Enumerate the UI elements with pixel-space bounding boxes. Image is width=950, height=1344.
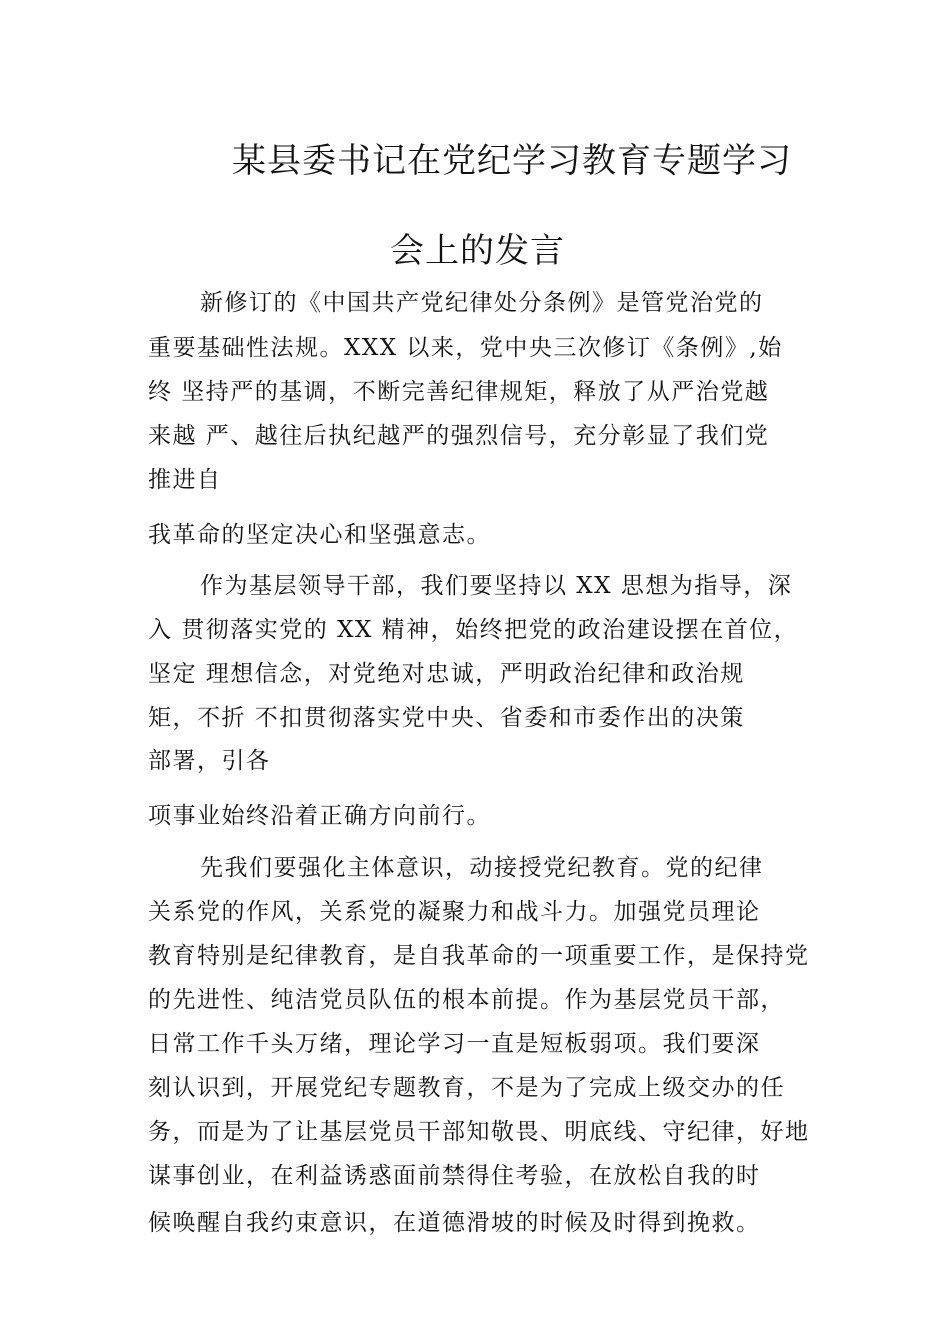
paragraph-1-line: 推进自 bbox=[148, 467, 222, 493]
paragraph-2-line: 入 贯彻落实党的 XX 精神，始终把党的政治建设摆在首位， bbox=[148, 617, 799, 643]
paragraph-2-line: 部署，引各 bbox=[148, 748, 271, 774]
paragraph-1-line: 我革命的坚定决心和坚强意志。 bbox=[148, 522, 491, 548]
paragraph-3-line: 的先进性、纯洁党员队伍的根本前提。作为基层党员干部， bbox=[148, 987, 785, 1013]
paragraph-3-line: 先我们要强化主体意识，动接授党纪教育。党的纪律 bbox=[200, 855, 764, 881]
paragraph-2-line: 项事业始终沿着正确方向前行。 bbox=[148, 803, 491, 829]
document-title-line-2: 会上的发言 bbox=[390, 231, 565, 271]
paragraph-3-line: 谋事创业，在利益诱惑面前禁得住考验，在放松自我的时 bbox=[148, 1163, 761, 1189]
paragraph-3-line: 教育特别是纪律教育，是自我革命的一项重要工作，是保持党 bbox=[148, 943, 810, 969]
paragraph-3-line: 日常工作千头万绪，理论学习一直是短板弱项。我们要深 bbox=[148, 1031, 761, 1057]
paragraph-1-line: 重要基础性法规。XXX 以来，党中央三次修订《条例》,始 bbox=[148, 335, 783, 361]
paragraph-3-line: 候唤醒自我约束意识，在道德滑坡的时候及时得到挽救。 bbox=[148, 1210, 761, 1236]
paragraph-1-line: 终 坚持严的基调，不断完善纪律规矩，释放了从严治党越 bbox=[148, 379, 770, 405]
paragraph-3-line: 关系党的作风，关系党的凝聚力和战斗力。加强党员理论 bbox=[148, 899, 761, 925]
paragraph-2-line: 作为基层领导干部，我们要坚持以 XX 思想为指导，深 bbox=[200, 573, 793, 599]
paragraph-1-line: 新修订的《中国共产党纪律处分条例》是管党治党的 bbox=[200, 290, 764, 316]
paragraph-2-line: 矩，不折 不扣贯彻落实党中央、省委和市委作出的决策 bbox=[148, 705, 745, 731]
paragraph-3-line: 务，而是为了让基层党员干部知敬畏、明底线、守纪律，好地 bbox=[148, 1119, 810, 1145]
document-title-line-1: 某县委书记在党纪学习教育专题学习 bbox=[232, 141, 792, 181]
paragraph-3-line: 刻认识到，开展党纪专题教育，不是为了完成上级交办的任 bbox=[148, 1075, 785, 1101]
paragraph-2-line: 坚定 理想信念，对党绝对忠诚，严明政治纪律和政治规 bbox=[148, 661, 745, 687]
paragraph-1-line: 来越 严、越往后执纪越严的强烈信号，充分彰显了我们党 bbox=[148, 423, 770, 449]
